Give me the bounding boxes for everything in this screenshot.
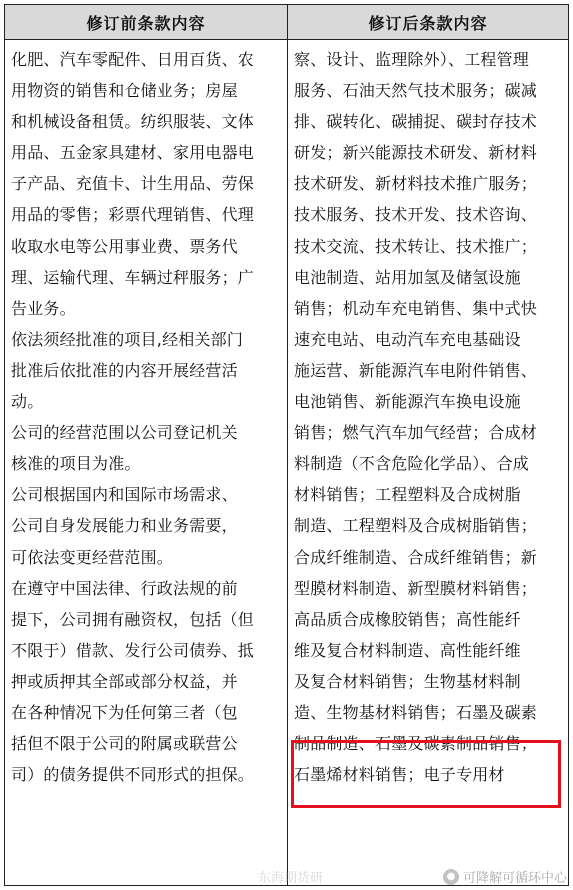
before-revision-line: 公司的经营范围以公司登记机关: [11, 423, 238, 443]
before-revision-line: 子产品、充值卡、计生用品、劳保: [11, 174, 255, 194]
watermark-center: 东海期货研: [258, 871, 324, 886]
before-revision-line: 提下，公司拥有融资权，包括（但: [11, 609, 255, 629]
after-revision-line: 技术研发、新材料技术推广服务；: [294, 174, 538, 194]
after-revision-line: 排、碳转化、碳捕捉、碳封存技术: [294, 112, 538, 132]
after-revision-header: 修订后条款内容: [368, 13, 488, 33]
before-revision-line: 理、运输代理、车辆过秤服务；广: [11, 267, 255, 287]
after-revision-line: 察、设计、监理除外）、工程管理: [294, 50, 530, 69]
before-revision-line: 公司自身发展能力和业务需要，: [11, 516, 238, 536]
before-revision-line: 收取水电等公用事业费、票务代: [11, 236, 238, 256]
watermark: [443, 867, 567, 886]
after-revision-line: 制品制造、石墨及碳素制品销售；: [294, 734, 538, 754]
comparison-table: [4, 4, 569, 886]
before-revision-line: 用品的零售；彩票代理销售、代理: [11, 205, 255, 225]
before-revision-line: 司）的债务提供不同形式的担保。: [11, 765, 255, 785]
after-revision-line: 电池销售、新能源汽车换电设施: [294, 392, 521, 412]
before-revision-line: 不限于）借款、发行公司债券、抵: [11, 640, 255, 660]
before-revision-line: 批准后依批准的内容开展经营活: [11, 360, 238, 380]
after-revision-line: 速充电站、电动汽车充电基础设: [294, 329, 521, 349]
before-revision-line: 动。: [11, 392, 44, 412]
watermark-text: 可降解可循环中心: [462, 871, 567, 886]
before-revision-line: 和机械设备租赁。纺织服装、文体: [11, 112, 255, 132]
before-revision-line: 化肥、汽车零配件、日用百货、农: [11, 50, 255, 69]
wechat-icon: ●: [443, 869, 459, 885]
after-revision-line: 合成纤维制造、合成纤维销售；新: [294, 547, 538, 567]
after-revision-line: 高品质合成橡胶销售；高性能纤: [294, 609, 521, 629]
after-revision-line: 研发；新兴能源技术研发、新材料: [294, 143, 538, 163]
table-body: [5, 40, 568, 885]
before-revision-line: 押或质押其全部或部分权益，并: [11, 671, 238, 691]
after-revision-line: 维及复合材料制造、高性能纤维: [294, 640, 521, 660]
before-revision-line: 括但不限于公司的附属或联营公: [11, 734, 238, 754]
before-revision-column: [5, 40, 288, 885]
before-revision-line: 依法须经批准的项目,经相关部门: [11, 329, 244, 349]
before-revision-line: 在遵守中国法律、行政法规的前: [11, 578, 238, 598]
after-revision-line: 材料销售；工程塑料及合成树脂: [294, 485, 521, 505]
after-revision-line: 技术服务、技术开发、技术咨询、: [294, 205, 538, 225]
before-revision-line: 核准的项目为准。: [11, 454, 141, 474]
after-revision-line: 电池制造、站用加氢及储氢设施: [294, 267, 521, 287]
after-revision-line: 及复合材料销售；生物基材料制: [294, 671, 521, 691]
before-revision-header: 修订前条款内容: [5, 5, 288, 39]
after-revision-line: 销售；机动车充电销售、集中式快: [294, 298, 538, 318]
after-revision-line: 销售；燃气汽车加气经营；合成材: [294, 423, 538, 443]
after-revision-line: 造、生物基材料销售；石墨及碳素: [294, 702, 538, 722]
after-revision-line: 施运营、新能源汽车电附件销售、: [294, 360, 538, 380]
table-header: [5, 5, 568, 40]
after-revision-line: 制造、工程塑料及合成树脂销售；: [294, 516, 538, 536]
before-revision-line: 用品、五金家具建材、家用电器电: [11, 143, 255, 163]
after-revision-line: 石墨烯材料销售；电子专用材: [294, 765, 505, 785]
after-revision-line: 型膜材料制造、新型膜材料销售；: [294, 578, 538, 598]
after-revision-line: 技术交流、技术转让、技术推广；: [294, 236, 538, 256]
after-revision-line: 料制造（不含危险化学品）、合成: [294, 454, 530, 474]
before-revision-line: 可依法变更经营范围。: [11, 547, 174, 567]
before-revision-line: 公司根据国内和国际市场需求、: [11, 485, 238, 505]
after-revision-line: 服务、石油天然气技术服务；碳减: [294, 81, 538, 101]
before-revision-line: 告业务。: [11, 298, 76, 318]
before-revision-line: 在各种情况下为任何第三者（包: [11, 702, 238, 722]
after-revision-column: [288, 40, 568, 885]
before-revision-line: 用物资的销售和仓储业务；房屋: [11, 81, 238, 101]
